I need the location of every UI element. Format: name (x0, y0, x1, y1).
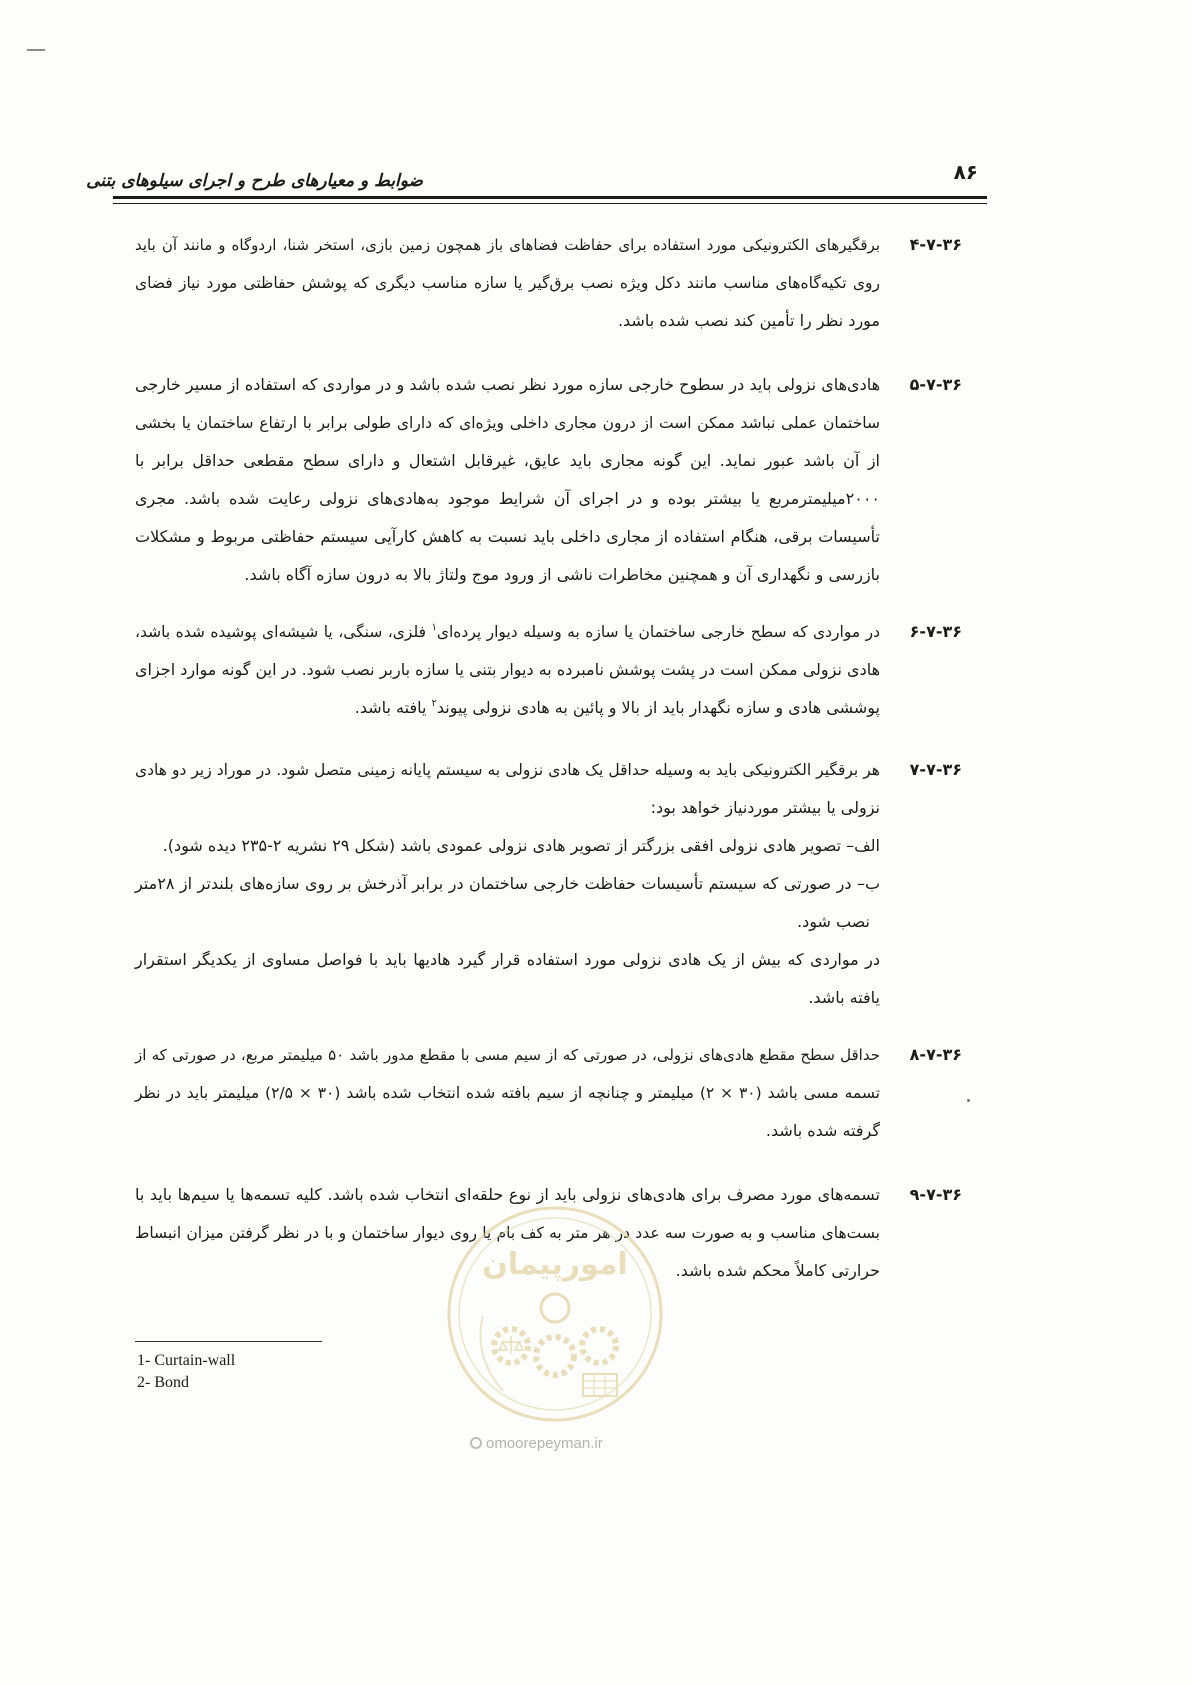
clause-36-7-6 (135, 613, 962, 727)
line-text: یافته باشد. (354, 698, 432, 717)
clause-number: ۹-۷-۳۶ (909, 1185, 962, 1204)
paragraph-line (135, 689, 880, 727)
clause-number: ۷-۷-۳۶ (909, 760, 962, 779)
paragraph-line: مورد نظر را تأمین کند نصب شده باشد. (617, 311, 880, 330)
page-number: ۸۶ (953, 160, 978, 184)
paragraph-line: حداقل سطح مقطع هادی‌های نزولی، در صورتی که از سیم مسی با مقطع مدور باشد ۵۰ میلیمتر مربع، در صورتی که از (135, 1046, 880, 1064)
paragraph-line: هادی نزولی ممکن است در پشت پوشش نامبرده به دیوار بتنی یا سازه باربر نصب شود. در این گونه موارد اجزای (135, 660, 880, 679)
line-text: فلزی، سنگی، یا شیشه‌ای پوشیده شده باشد، (135, 623, 432, 641)
clause-body (135, 366, 880, 594)
paragraph-line: روی تکیه‌گاه‌های مناسب مانند دکل ویژه نصب برق‌گیر یا سازه مناسب دیگری که پوشش حفاظتی مورد نیاز فضای (135, 274, 880, 292)
list-item-be: ب– در صورتی که سیستم تأسیسات حفاظت خارجی ساختمان در برابر آذرخش بر روی سازه‌های بلندتر از ۲۸متر (135, 874, 880, 893)
scan-mark (967, 1099, 970, 1102)
header-rule (113, 196, 987, 199)
paragraph-line: ساختمان عملی نباشد ممکن است از درون مجاری داخلی ویژه‌ای که دارای طولی برابر با ارتفاع ساختمان یا بخشی (135, 414, 880, 432)
clause-number: ۵-۷-۳۶ (909, 375, 962, 394)
line-text: پوششی هادی و سازه نگهدار باید از بالا و پائین به هادی نزولی پیوند (436, 698, 880, 717)
line-text: در مواردی که سطح خارجی ساختمان یا سازه به وسیله دیوار پرده‌ای (436, 623, 880, 641)
scan-mark (27, 49, 45, 51)
clause-body (135, 751, 880, 1017)
clause-36-7-5 (135, 366, 962, 594)
at-icon (470, 1437, 482, 1449)
footnote-rule (135, 1341, 322, 1342)
paragraph-line: نصب شود. (796, 912, 870, 931)
paragraph-line: بست‌های مناسب و به صورت سه عدد در هر متر به کف بام یا روی دیوار ساختمان و با در نظر گرفتن میزان انبساط (135, 1224, 880, 1242)
paragraph-line: در مواردی که بیش از یک هادی نزولی مورد استفاده قرار گیرد هادیها باید با فواصل مساوی از یکدیگر استقرار (135, 950, 880, 969)
paragraph-line (135, 613, 880, 651)
watermark-logo (443, 1196, 668, 1431)
paragraph-line: ۲۰۰۰میلیمترمربع یا بیشتر بوده و در اجرای آن شرایط موجود به‌هادی‌های نزولی رعایت شده باشد. مجری (135, 489, 880, 508)
paragraph-line: هادی‌های نزولی باید در سطوح خارجی سازه مورد نظر نصب شده باشد و در مواردی که استفاده از مسیر خارجی (135, 375, 880, 394)
paragraph-line: تسمه‌های مورد مصرف برای هادی‌های نزولی باید از نوع حلقه‌ای انتخاب شده باشد. کلیه تسمه‌ها یا سیم‌ها باید با (135, 1185, 880, 1204)
clause-36-7-4 (135, 226, 962, 340)
watermark-url-text: omoorepeyman.ir (486, 1435, 603, 1452)
paragraph-line: هر برقگیر الکترونیکی باید به وسیله حداقل یک هادی نزولی به سیستم پایانه زمینی متصل شود. در موراد زیر دو هادی (135, 761, 880, 779)
clause-number: ۸-۷-۳۶ (909, 1045, 962, 1064)
header-rule (113, 203, 987, 204)
watermark-logo-text: امورپیمان (482, 1247, 628, 1282)
footnote-1: 1- Curtain-wall (137, 1352, 236, 1369)
clause-body (135, 1036, 880, 1150)
running-header-title: ضوابط و معیارهای طرح و اجرای سیلوهای بتنی (86, 171, 423, 191)
paragraph-line: بازرسی و نگهداری آن و همچنین مخاطرات ناشی از ورود موج ولتاژ بالا به درون سازه آگاه باشد. (244, 565, 880, 584)
paragraph-line: برقگیرهای الکترونیکی مورد استفاده برای حفاظت فضاهای باز همچون زمین بازی، استخر شنا، اردوگاه و مانند آن باید (135, 236, 880, 254)
clause-36-7-7 (135, 751, 962, 1017)
paragraph-line: تأسیسات برقی، هنگام استفاده از مجاری داخلی باید نسبت به کاهش کارآیی سیستم حفاظتی مربوط و مشکلات (135, 527, 880, 546)
watermark-url (470, 1434, 603, 1454)
footnote-2: 2- Bond (137, 1374, 189, 1391)
clause-number: ۶-۷-۳۶ (909, 622, 962, 641)
paragraph-line: از آن باشد عبور نماید. این گونه مجاری باید عایق، غیرقابل اشتعال و دارای سطح مقطعی حداقل برابر با (135, 451, 880, 470)
paragraph-line: گرفته شده باشد. (765, 1121, 880, 1140)
clause-body (135, 613, 880, 727)
list-item-alef: الف– تصویر هادی نزولی افقی بزرگتر از تصویر هادی نزولی عمودی باشد (شکل ۲۹ نشریه ۲-۲۳۵ دیده شود). (162, 836, 880, 855)
clause-body (135, 226, 880, 340)
paragraph-line: نزولی یا بیشتر موردنیاز خواهد بود: (650, 798, 880, 817)
footnote-ref: ۱ (431, 622, 437, 633)
paragraph-line: یافته باشد. (808, 988, 880, 1007)
paragraph-line: حرارتی کاملاً محکم شده باشد. (675, 1261, 880, 1280)
clause-36-7-8 (135, 1036, 962, 1150)
paragraph-line: تسمه مسی باشد (۳۰ × ۲) میلیمتر و چنانچه از سیم بافته شده انتخاب شده باشد (۳۰ × ۲/۵) میلیمتر باید در نظر (135, 1084, 880, 1102)
footnote-ref: ۲ (431, 698, 437, 709)
clause-number: ۴-۷-۳۶ (909, 235, 962, 254)
